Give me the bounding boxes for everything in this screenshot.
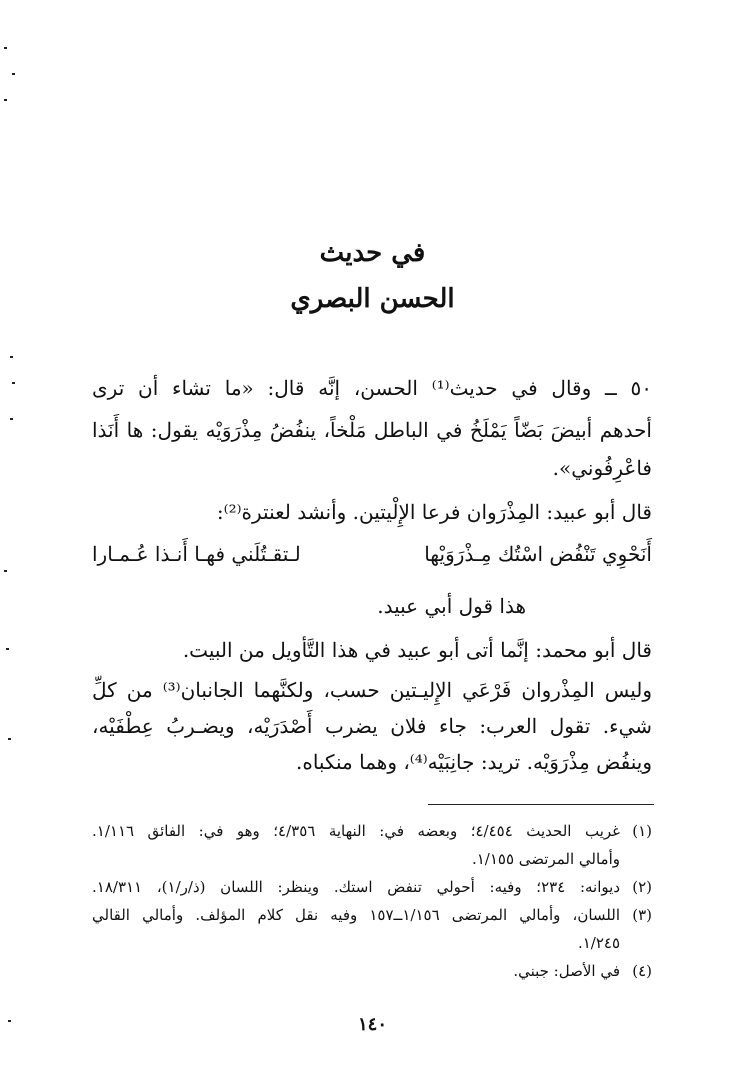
verse-second-hemistich: لـتقـتُلَني فهـا أَنـذا عُـمـارا [92, 542, 301, 566]
footnote-number: (٢) [632, 878, 652, 896]
paragraph-text: هذا قول أبي عبيد. [377, 594, 526, 618]
footnote-text: اللسان، وأمالي المرتضى ١/١٥٦ــ١٥٧ وفيه نقل كلام المؤلف. وأمالي القالي [92, 906, 620, 924]
paragraph-line: فاعْرِفُوني». [552, 456, 652, 480]
paragraph-line: قال أبو عبيد: المِذْرَوان فرعا الإِلْيتين. وأنشد لعنترة⁽²⁾: [216, 500, 652, 524]
footnote-text: وأمالي المرتضى ١/١٥٥. [471, 850, 620, 868]
section-heading-line2: الحسن البصري [290, 284, 455, 314]
scan-speck [10, 418, 13, 420]
paragraph-line: وينفُض مِذْرَوَيْه. تريد: جانِبَيْه⁽⁴⁾، وهما منكباه. [296, 750, 652, 774]
section-heading-line1: في حديث [319, 238, 426, 268]
poetry-verse [92, 542, 652, 566]
scan-speck [4, 99, 7, 101]
scan-speck [12, 73, 15, 75]
scan-speck [10, 356, 13, 358]
verse-first-hemistich: أَنَحْوِي تَنْفُض اسْتُك مِـذْرَوَيْها [424, 542, 652, 566]
page-number: ١٤٠ [357, 1014, 387, 1035]
paragraph-line: شيء. تقول العرب: جاء فلان يضرب أَصْدَرَيْه، ويضـربُ عِطْفَيْه، [92, 714, 652, 738]
scan-speck [8, 738, 11, 740]
paragraph-line: ٥٠ ــ وقال في حديث⁽¹⁾ الحسن، إنَّه قال: «ما تشاء أن ترى [92, 376, 653, 400]
footnote-separator [428, 804, 654, 805]
paragraph-line: قال أبو محمد: إنَّما أتى أبو عبيد في هذا التَّأويل من البيت. [182, 638, 652, 662]
paragraph-line: أحدهم أبيضَ بَضّاً يَمْلَخُ في الباطل مَلْخاً، ينفُضُ مِذْرَوَيْه يقول: ها أَنَذا [92, 418, 652, 442]
scan-speck [4, 47, 7, 49]
paragraph-line: وليس المِذْروان فَرْعَي الإِليـتين حسب، ولكنَّهما الجانبان⁽³⁾ من كلِّ [92, 678, 652, 702]
paragraph-line [92, 596, 652, 616]
footnote-number: (١) [632, 822, 652, 840]
scan-speck [6, 648, 9, 650]
footnote-number: (٣) [632, 906, 652, 924]
footnote-text: ديوانه: ٢٣٤؛ وفيه: أحولي تنفض استك. وينظر: اللسان (ذ/ر/١)، ١٨/٣١١. [92, 878, 620, 896]
scan-speck [4, 570, 7, 572]
footnote-text: ١/٢٤٥. [577, 934, 620, 952]
footnote-text: غريب الحديث ٤/٤٥٤؛ وبعضه في: النهاية ٤/٣٥٦؛ وهو في: الفائق ١/١١٦. [92, 822, 620, 840]
footnote-text: في الأصل: جبني. [513, 962, 620, 980]
footnote-number: (٤) [632, 962, 652, 980]
scan-speck [12, 382, 15, 384]
